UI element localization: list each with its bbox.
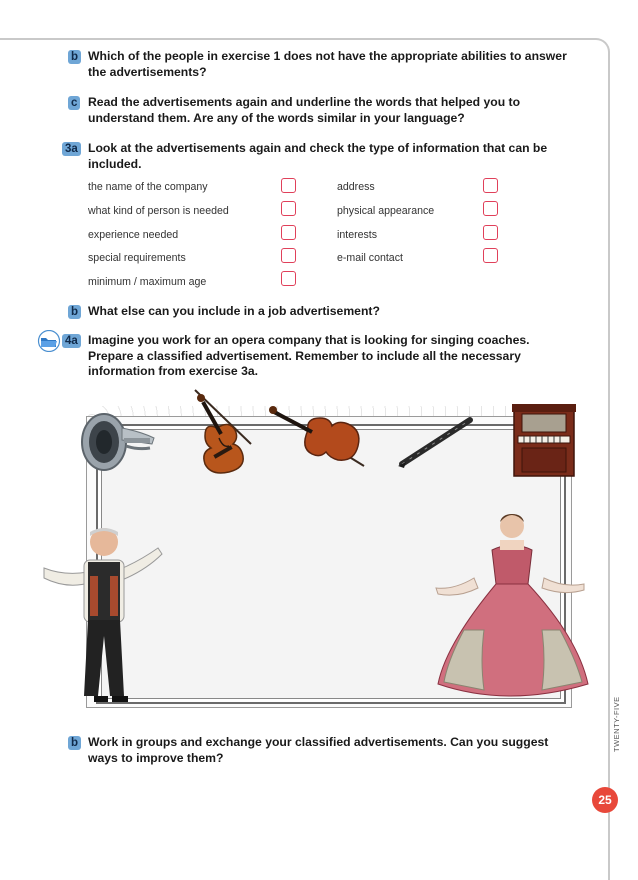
checkbox-experience[interactable] xyxy=(281,225,296,240)
option-address: address xyxy=(337,181,375,193)
option-special-requirements: special requirements xyxy=(88,252,186,264)
male-singer-image xyxy=(40,522,164,706)
checkbox-kind-of-person[interactable] xyxy=(281,201,296,216)
option-kind-of-person: what kind of person is needed xyxy=(88,205,229,217)
exercise-2b-badge: b xyxy=(68,50,81,64)
page-number: 25 xyxy=(592,787,618,813)
exercise-2b-text: Which of the people in exercise 1 does not have the appropriate abilities to answer the advertisements? xyxy=(88,49,567,79)
folder-icon[interactable] xyxy=(36,330,62,352)
checkbox-physical-appearance[interactable] xyxy=(483,201,498,216)
exercise-3a-badge: 3a xyxy=(62,142,81,156)
option-experience: experience needed xyxy=(88,229,179,241)
clarinet-image xyxy=(396,414,476,470)
checkbox-email[interactable] xyxy=(483,248,498,263)
checkbox-interests[interactable] xyxy=(483,225,498,240)
exercise-4b-badge: b xyxy=(68,736,81,750)
exercise-2c-badge: c xyxy=(68,96,80,110)
checkbox-age[interactable] xyxy=(281,271,296,286)
exercise-3a-text: Look at the advertisements again and check the type of information that can be included. xyxy=(88,141,548,171)
exercise-3b-text: What else can you include in a job advertisement? xyxy=(88,304,380,318)
female-singer-image xyxy=(434,510,592,700)
organ-image xyxy=(508,402,580,480)
exercise-3b-badge: b xyxy=(68,305,81,319)
option-company-name: the name of the company xyxy=(88,181,208,193)
checkbox-special-requirements[interactable] xyxy=(281,248,296,263)
checkbox-company-name[interactable] xyxy=(281,178,296,193)
exercise-4a-text: Imagine you work for an opera company that is looking for singing coaches. Prepare a classified advertisement. Remember to include all the necessary information from exercise 3a. xyxy=(88,333,530,378)
exercise-4b-text: Work in groups and exchange your classified advertisements. Can you suggest ways to improve them? xyxy=(88,735,549,765)
option-age: minimum / maximum age xyxy=(88,276,207,288)
violin-image xyxy=(191,388,257,478)
page-side-label: TWENTY-FIVE xyxy=(612,696,621,752)
tuba-image xyxy=(78,406,158,474)
option-physical-appearance: physical appearance xyxy=(337,205,435,217)
exercise-4a-badge: 4a xyxy=(62,334,81,348)
option-interests: interests xyxy=(337,229,378,241)
checkbox-address[interactable] xyxy=(483,178,498,193)
violin-lying-image xyxy=(268,402,372,472)
option-email: e-mail contact xyxy=(337,252,403,264)
exercise-2c-text: Read the advertisements again and underline the words that helped you to understand them. Are any of the words similar in your language? xyxy=(88,95,521,125)
